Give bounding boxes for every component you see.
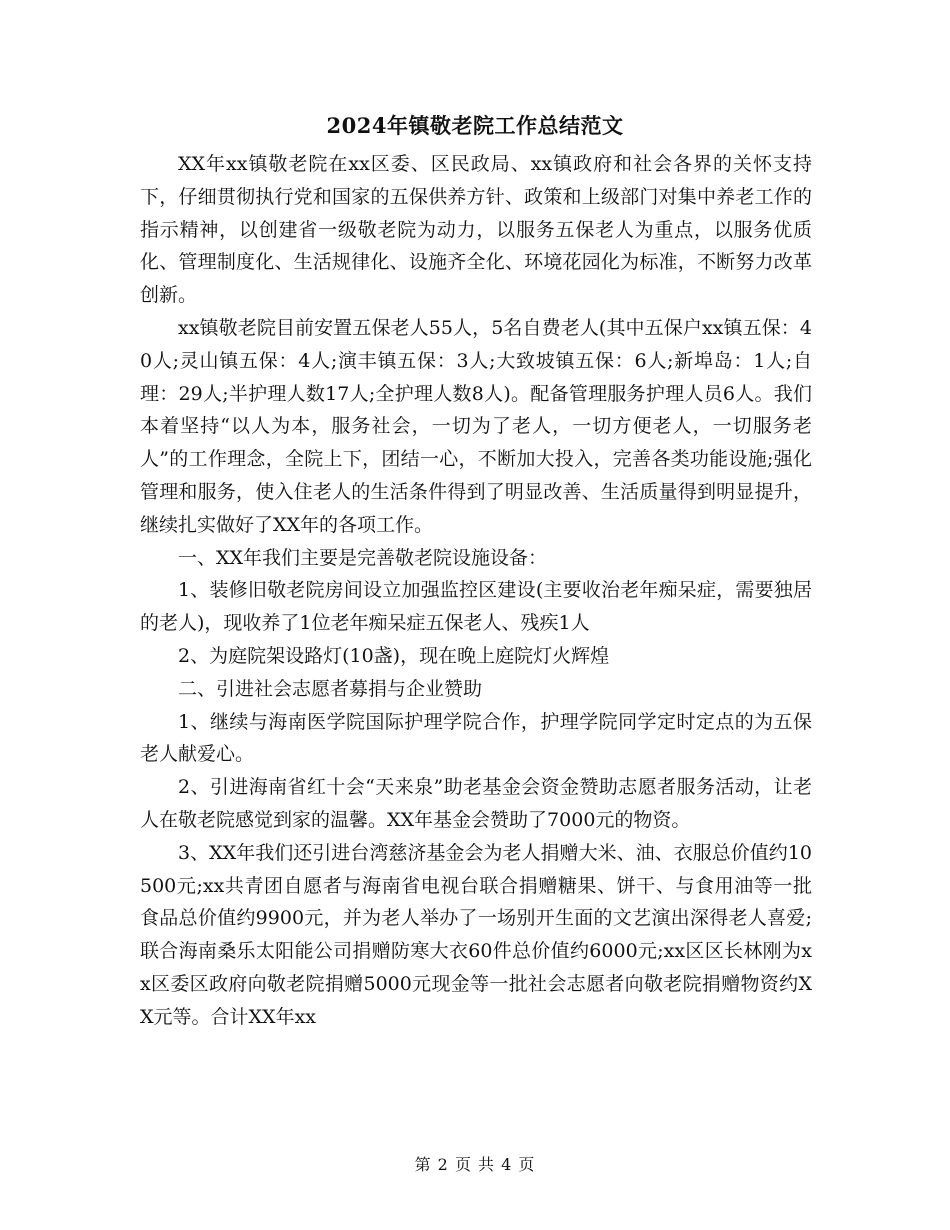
paragraph-overview: xx镇敬老院目前安置五保老人55人，5名自费老人(其中五保户xx镇五保：40人;灵山镇五保：4人;演丰镇五保：3人;大致坡镇五保：6人;新埠岛：1人;自理：29人;半护理人数17人;全护理人数8人)。配备管理服务护理人员6人。我们本着坚持“以人为本，服务社会，一切为了老人，一切方便老人，一切服务老人”的工作理念，全院上下，团结一心，不断加大投入，完善各类功能设施;强化管理和服务，使入住老人的生活条件得到了明显改善、生活质量得到明显提升，继续扎实做好了XX年的各项工作。 bbox=[140, 316, 812, 536]
list-item-volunteers-3: 3、XX年我们还引进台湾慈济基金会为老人捐赠大米、油、衣服总价值约10500元;xx共青团自愿者与海南省电视台联合捐赠糖果、饼干、与食用油等一批食品总价值约9900元，并为老人举办了一场别开生面的文艺演出深得老人喜爱;联合海南桑乐太阳能公司捐赠防寒大衣60件总价值约6000元;xx区区长林刚为xx区委区政府向敬老院捐赠5000元现金等一批社会志愿者向敬老院捐赠物资约XX元等。合计XX年xx bbox=[140, 841, 812, 1028]
document-body bbox=[140, 148, 812, 1034]
list-item-volunteers-1: 1、继续与海南医学院国际护理学院合作，护理学院同学定时定点的为五保老人献爱心。 bbox=[140, 710, 812, 766]
list-item-facilities-1: 1、装修旧敬老院房间设立加强监控区建设(主要收治老年痴呆症，需要独居的老人)，现收养了1位老年痴呆症五保老人、残疾1人 bbox=[140, 579, 812, 635]
page-number-footer: 第 2 页 共 4 页 bbox=[414, 1155, 536, 1174]
list-item-volunteers-2: 2、引进海南省红十会“天来泉”助老基金会资金赞助志愿者服务活动，让老人在敬老院感觉到家的温馨。XX年基金会赞助了7000元的物资。 bbox=[140, 776, 812, 831]
list-item-facilities-2: 2、为庭院架设路灯(10盏)，现在晚上庭院灯火辉煌 bbox=[178, 644, 610, 667]
section-heading-volunteers: 二、引进社会志愿者募捐与企业赞助 bbox=[178, 677, 483, 700]
paragraph-intro: XX年xx镇敬老院在xx区委、区民政局、xx镇政府和社会各界的关怀支持下，仔细贯彻执行党和国家的五保供养方针、政策和上级部门对集中养老工作的指示精神，以创建省一级敬老院为动力，以服务五保老人为重点，以服务优质化、管理制度化、生活规律化、设施齐全化、环境花园化为标准，不断努力改革创新。 bbox=[140, 153, 812, 307]
section-heading-facilities: 一、XX年我们主要是完善敬老院设施设备： bbox=[178, 546, 548, 569]
document-title: 2024年镇敬老院工作总结范文 bbox=[326, 113, 624, 138]
